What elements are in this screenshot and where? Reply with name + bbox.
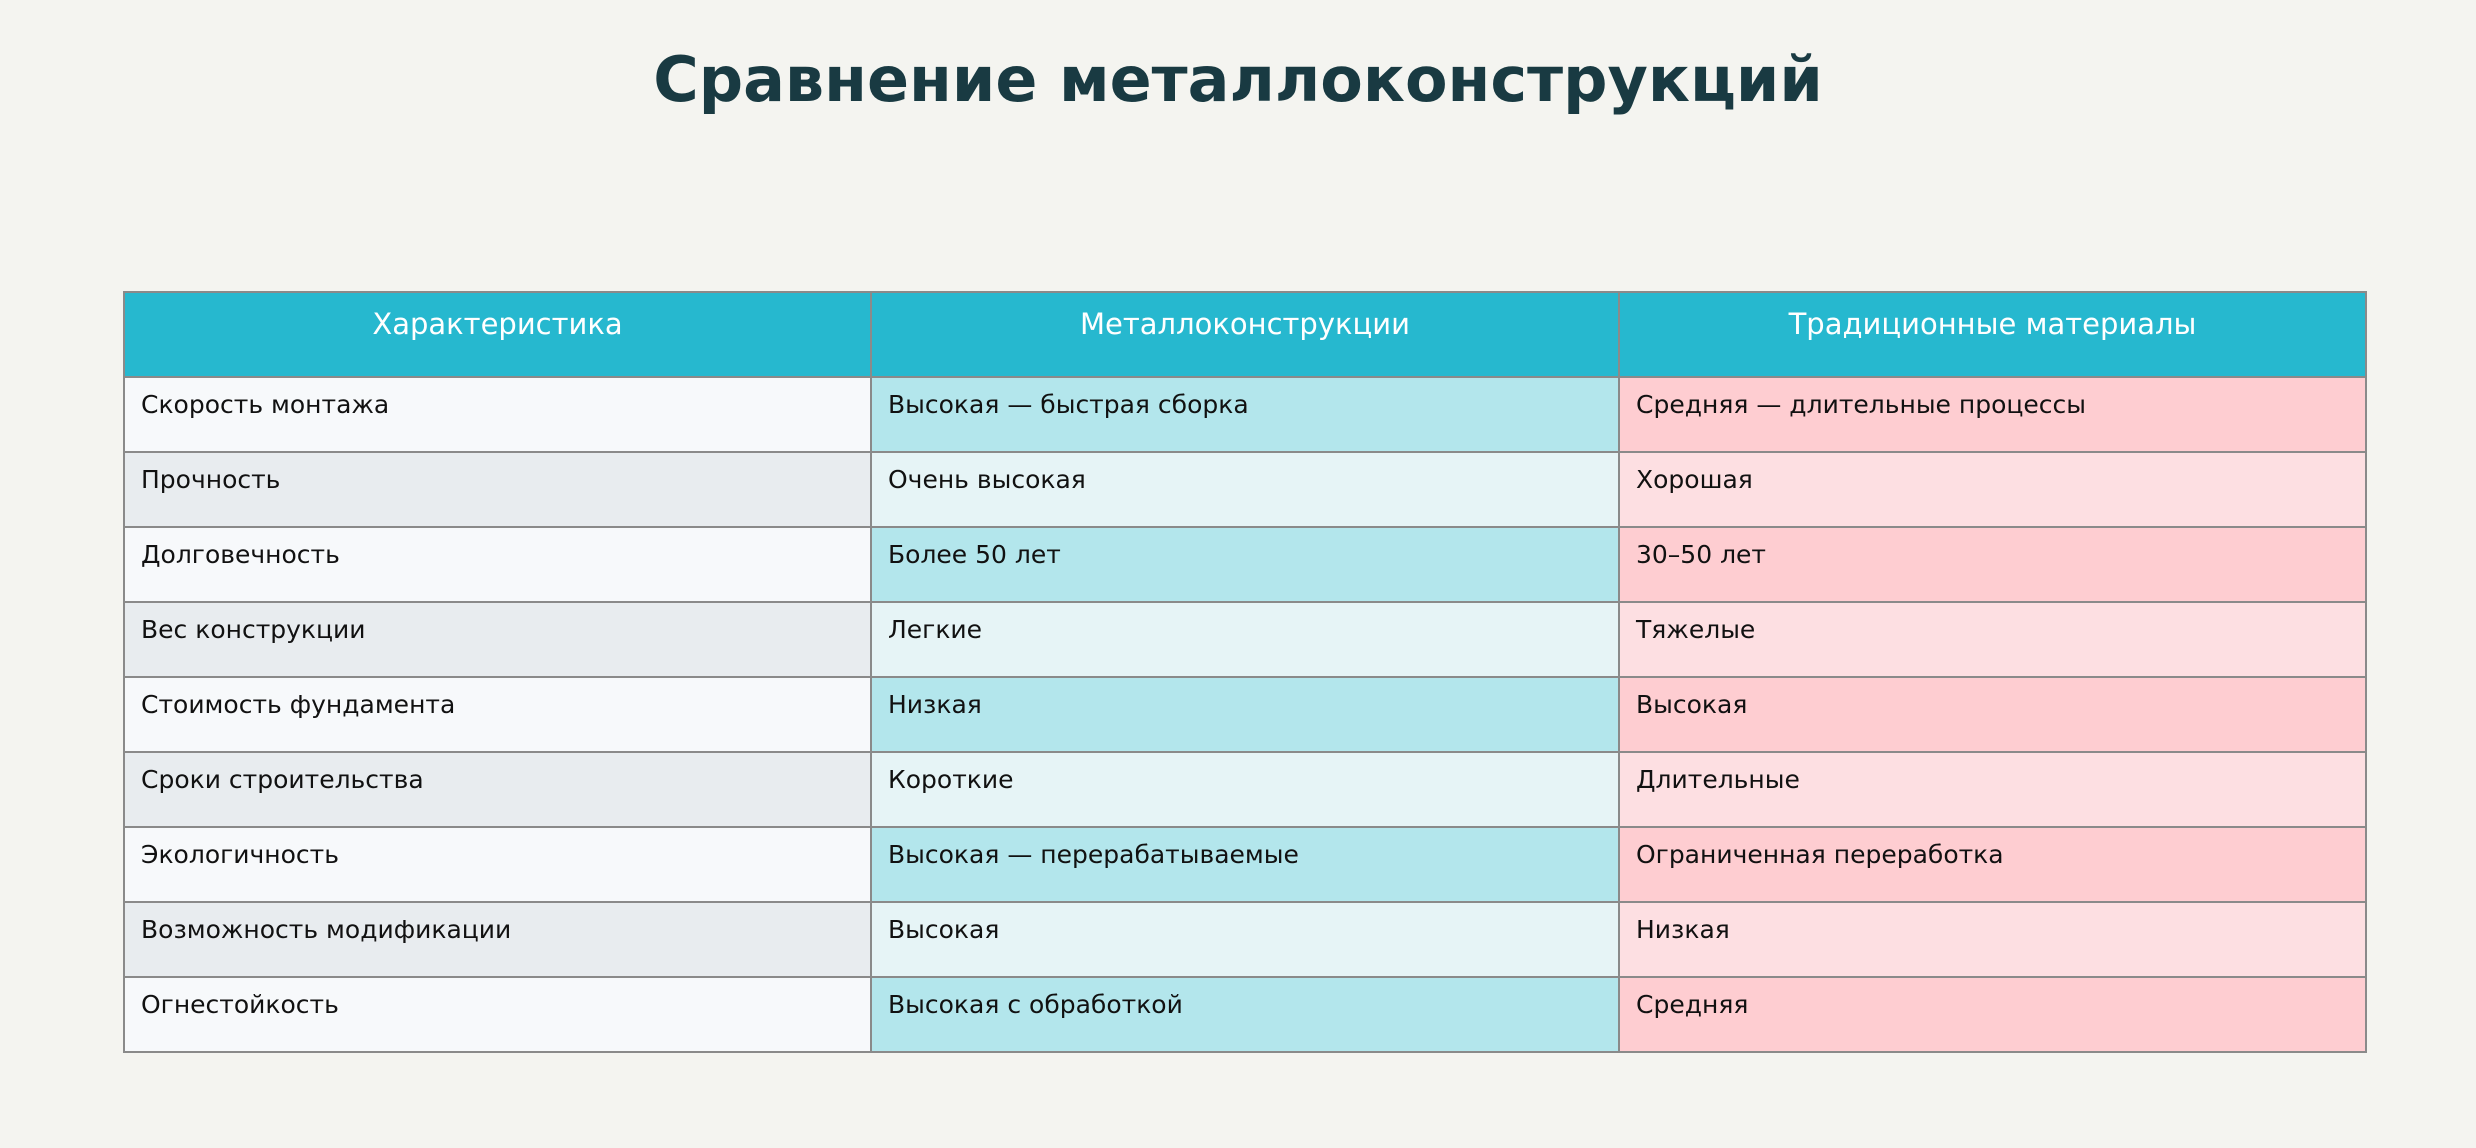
column-header-metal-structures: Металлоконструкции [871, 292, 1619, 377]
table-cell-metal: Очень высокая [871, 452, 1619, 527]
column-header-characteristic: Характеристика [124, 292, 871, 377]
table-row [124, 527, 2366, 602]
table-cell-traditional: Низкая [1619, 902, 2366, 977]
table-cell-traditional: Ограниченная переработка [1619, 827, 2366, 902]
page-title: Сравнение металлоконструкций [653, 43, 1823, 116]
table-cell-characteristic: Огнестойкость [124, 977, 871, 1052]
table-cell-traditional: Средняя — длительные процессы [1619, 377, 2366, 452]
table-row [124, 452, 2366, 527]
table-cell-characteristic: Стоимость фундамента [124, 677, 871, 752]
table-cell-characteristic: Вес конструкции [124, 602, 871, 677]
table-row [124, 677, 2366, 752]
comparison-table [123, 291, 2367, 1053]
table-cell-traditional: Средняя [1619, 977, 2366, 1052]
table-cell-metal: Высокая — перерабатываемые [871, 827, 1619, 902]
table-row [124, 977, 2366, 1052]
table-cell-metal: Высокая — быстрая сборка [871, 377, 1619, 452]
column-header-traditional-materials: Традиционные материалы [1619, 292, 2366, 377]
table-cell-traditional: Тяжелые [1619, 602, 2366, 677]
table-row [124, 902, 2366, 977]
table-row [124, 752, 2366, 827]
table-cell-characteristic: Возможность модификации [124, 902, 871, 977]
table-cell-traditional: Высокая [1619, 677, 2366, 752]
table-cell-characteristic: Сроки строительства [124, 752, 871, 827]
table-cell-traditional: 30–50 лет [1619, 527, 2366, 602]
table-cell-traditional: Хорошая [1619, 452, 2366, 527]
table-cell-characteristic: Долговечность [124, 527, 871, 602]
table-cell-metal: Более 50 лет [871, 527, 1619, 602]
table-cell-metal: Высокая [871, 902, 1619, 977]
table-cell-metal: Короткие [871, 752, 1619, 827]
table-cell-metal: Высокая с обработкой [871, 977, 1619, 1052]
table-row [124, 377, 2366, 452]
table-header-row [124, 292, 2366, 377]
table-cell-metal: Низкая [871, 677, 1619, 752]
table-row [124, 602, 2366, 677]
table-cell-metal: Легкие [871, 602, 1619, 677]
table-cell-characteristic: Прочность [124, 452, 871, 527]
table-cell-characteristic: Скорость монтажа [124, 377, 871, 452]
table-cell-characteristic: Экологичность [124, 827, 871, 902]
table-cell-traditional: Длительные [1619, 752, 2366, 827]
table-row [124, 827, 2366, 902]
